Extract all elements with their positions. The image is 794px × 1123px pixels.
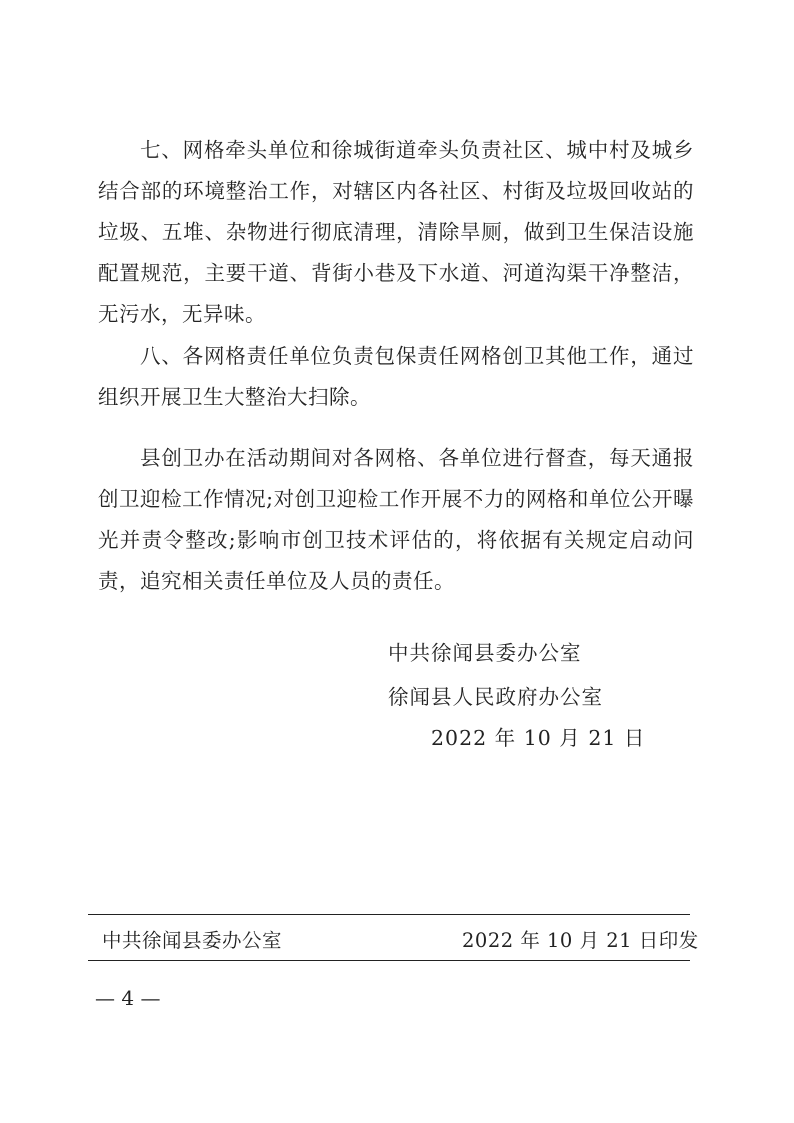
footer-bottom-rule	[88, 960, 690, 961]
page-number: — 4 —	[95, 986, 161, 1010]
body-paragraph-8: 八、各网格责任单位负责包保责任网格创卫其他工作，通过组织开展卫生大整治大扫除。	[98, 344, 694, 409]
signature-date: 2022 年 10 月 21 日	[431, 726, 646, 750]
footer-issuer: 中共徐闻县委办公室	[102, 929, 283, 952]
body-paragraph-supervision: 县创卫办在活动期间对各网格、各单位进行督查，每天通报创卫迎检工作情况;对创卫迎检工作开展不力的网格和单位公开曝光并责令整改;影响市创卫技术评估的，将依据有关规定启动问责，追究相关责任单位及人员的责任。	[98, 446, 694, 593]
footer-top-rule	[88, 914, 690, 915]
signature-org-government-office: 徐闻县人民政府办公室	[388, 685, 603, 709]
body-paragraph-7: 七、网格牵头单位和徐城街道牵头负责社区、城中村及城乡结合部的环境整治工作，对辖区内各社区、村街及垃圾回收站的垃圾、五堆、杂物进行彻底清理，清除旱厕，做到卫生保洁设施配置规范，主要干道、背街小巷及下水道、河道沟渠干净整洁，无污水，无异味。	[98, 138, 694, 326]
signature-org-party-office: 中共徐闻县委办公室	[388, 641, 582, 665]
footer-issue-date: 2022 年 10 月 21 日印发	[462, 929, 699, 952]
